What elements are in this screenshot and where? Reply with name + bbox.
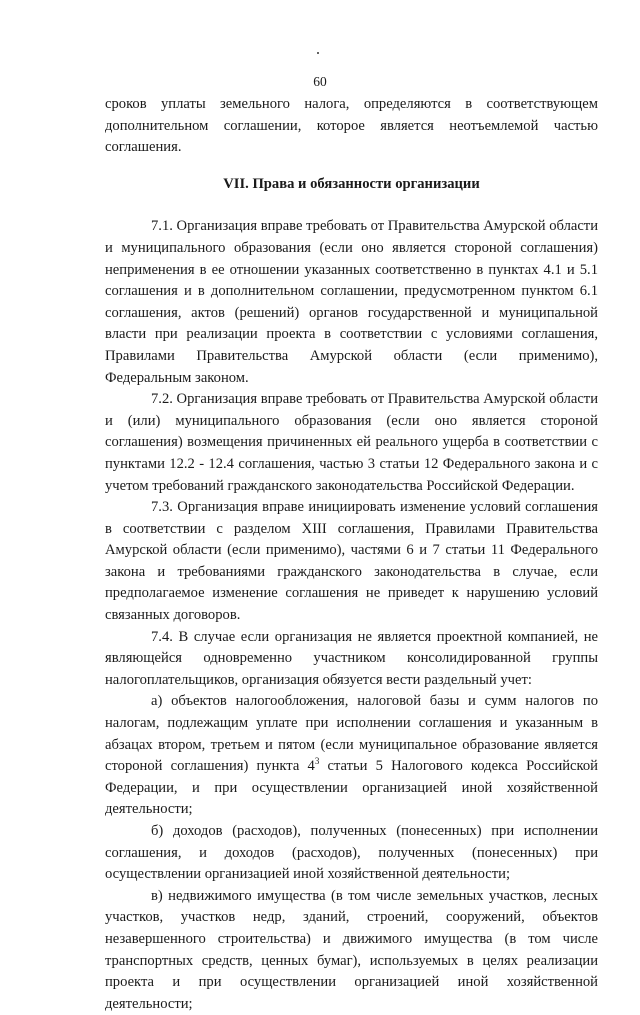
subparagraph-c: в) недвижимого имущества (в том числе земельных участков, лесных участков, участков недр, зданий, строений, сооружений, объектов незавершенного строительства) и движимого имущества (в том числе транспортных средств, ценных бумаг), используемых в целях реализации проекта и при осуществлении организацией иной хозяйственной деятельности; bbox=[105, 887, 598, 1012]
page-number: 60 bbox=[313, 74, 327, 89]
lead-paragraph: сроков уплаты земельного налога, определяются в соответствующем дополнительном соглашении, которое является неотъемлемой частью соглашения. bbox=[105, 96, 598, 156]
subparagraph-a bbox=[105, 691, 598, 821]
scan-dot bbox=[317, 52, 319, 54]
paragraph-7-2: 7.2. Организация вправе требовать от Правительства Амурской области и (или) муниципального образования (если оно является стороной соглашения) возмещения причиненных ей реального ущерба в соответствии с пунктами 12.2 - 12.4 соглашения, частью 3 статьи 12 Федерального закона и с учетом требований гражданского законодательства Российской Федерации. bbox=[105, 391, 598, 494]
subparagraph-b: б) доходов (расходов), полученных (понесенных) при исполнении соглашения, и доходов (расходов), полученных (понесенных) при осуществлении организацией иной хозяйственной деятельности; bbox=[105, 823, 598, 883]
document-body bbox=[105, 94, 598, 1015]
section-title: VII. Права и обязанности организации bbox=[223, 175, 480, 192]
paragraph-7-4: 7.4. В случае если организация не является проектной компанией, не являющейся одновременно участником консолидированной группы налогоплательщиков, организация обязуется вести раздельный учет: bbox=[105, 628, 598, 688]
superscript: 3 bbox=[314, 756, 320, 767]
subparagraph-a-text-cont: статьи 5 Налогового кодекса Российской Федерации, и при осуществлении организацией иной хозяйственной деятельности; bbox=[105, 758, 598, 818]
paragraph-7-1: 7.1. Организация вправе требовать от Правительства Амурской области и муниципального образования (если оно является стороной соглашения) неприменения в ее отношении указанных соответственно в пунктах 4.1 и 5.1 соглашения и в дополнительном соглашении, предусмотренном пунктом 6.1 соглашения, актов (решений) органов государственной и муниципальной власти при реализации проекта в соответствии с условиями соглашения, Правилами Правительства Амурской области (если применимо), Федеральным законом. bbox=[105, 218, 598, 386]
paragraph-7-3: 7.3. Организация вправе инициировать изменение условий соглашения в соответствии с разделом XIII соглашения, Правилами Правительства Амурской области (если применимо), частями 6 и 7 статьи 11 Федерального закона и требованиями гражданского законодательства в случае, если предполагаемое изменение соглашения не приведет к нарушению условий связанных договоров. bbox=[105, 499, 598, 624]
subparagraph-a-text: а) объектов налогообложения, налоговой базы и сумм налогов по налогам, подлежащим уплате при исполнении соглашения и указанным в абзацах втором, третьем и пятом (если муниципальное образование является стороной соглашения) пункта 4 bbox=[105, 693, 598, 775]
